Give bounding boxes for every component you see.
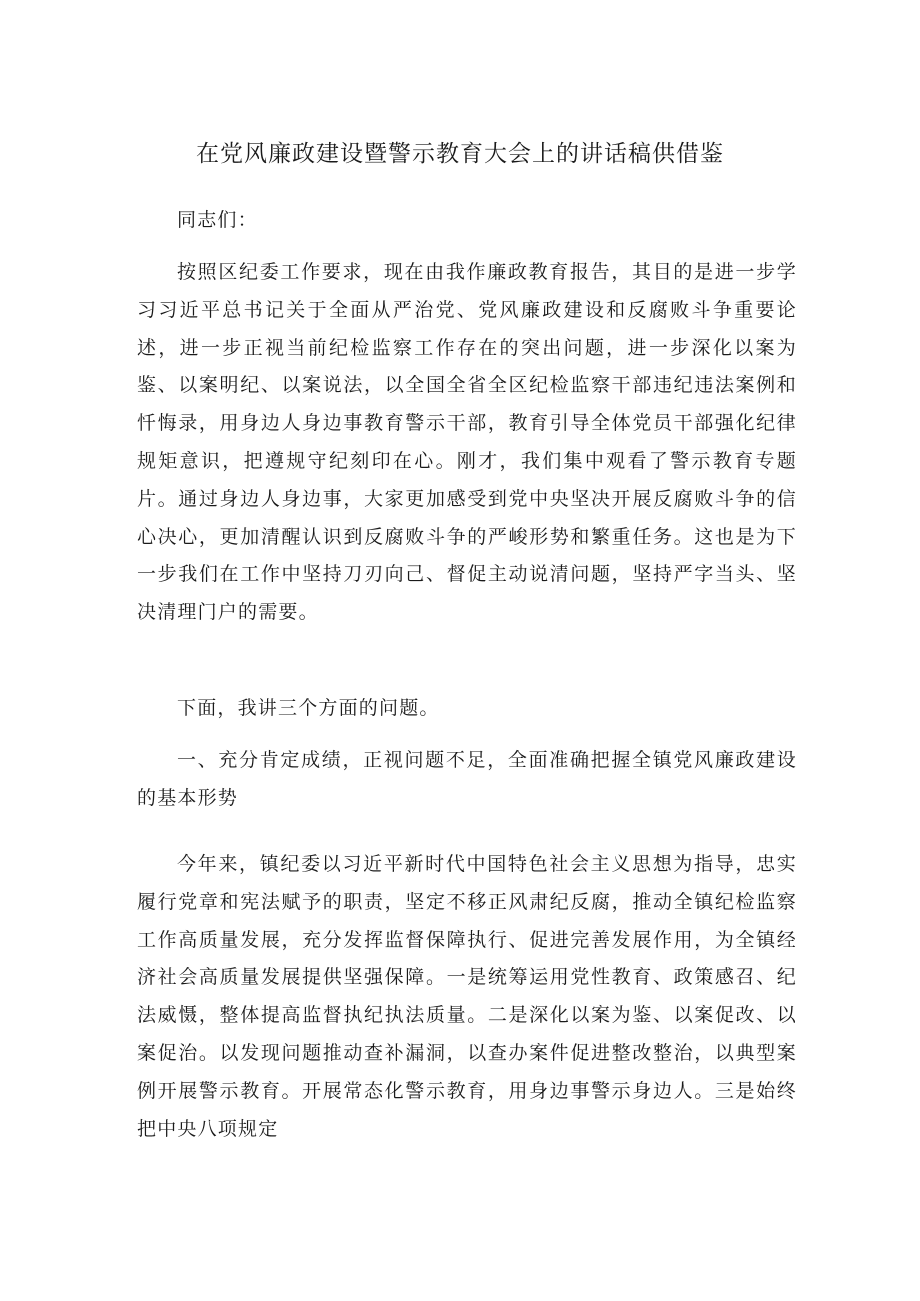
document-title: 在党风廉政建设暨警示教育大会上的讲话稿供借鉴 [196,141,724,167]
section-heading-1: 一、充分肯定成绩，正视问题不足，全面准确把握全镇党风廉政建设的基本形势 [137,749,797,809]
greeting: 同志们： [177,209,258,231]
paragraph-achievements: 今年来，镇纪委以习近平新时代中国特色社会主义思想为指导，忠实履行党章和宪法赋予的职责，坚定不移正风肃纪反腐，推动全镇纪检监察工作高质量发展，充分发挥监督保障执行、促进完善发展作用，为全镇经济社会高质量发展提供坚强保障。一是统筹运用党性教育、政策感召、纪法威慑，整体提高监督执纪执法质量。二是深化以案为鉴、以案促改、以案促治。以发现问题推动查补漏洞，以查办案件促进整改整治，以典型案例开展警示教育。开展常态化警示教育，用身边事警示身边人。三是始终把中央八项规定 [137,853,797,1140]
paragraph-intro: 按照区纪委工作要求，现在由我作廉政教育报告，其目的是进一步学习习近平总书记关于全面从严治党、党风廉政建设和反腐败斗争重要论述，进一步正视当前纪检监察工作存在的突出问题，进一步深化以案为鉴、以案明纪、以案说法，以全国全省全区纪检监察干部违纪违法案例和忏悔录，用身边人身边事教育警示干部，教育引导全体党员干部强化纪律规矩意识，把遵规守纪刻印在心。刚才，我们集中观看了警示教育专题片。通过身边人身边事，大家更加感受到党中央坚决开展反腐败斗争的信心决心，更加清醒认识到反腐败斗争的严峻形势和繁重任务。这也是为下一步我们在工作中坚持刀刃向己、督促主动说清问题，坚持严字当头、坚决清理门户的需要。 [137,261,797,624]
paragraph-transition: 下面，我讲三个方面的问题。 [177,697,440,719]
